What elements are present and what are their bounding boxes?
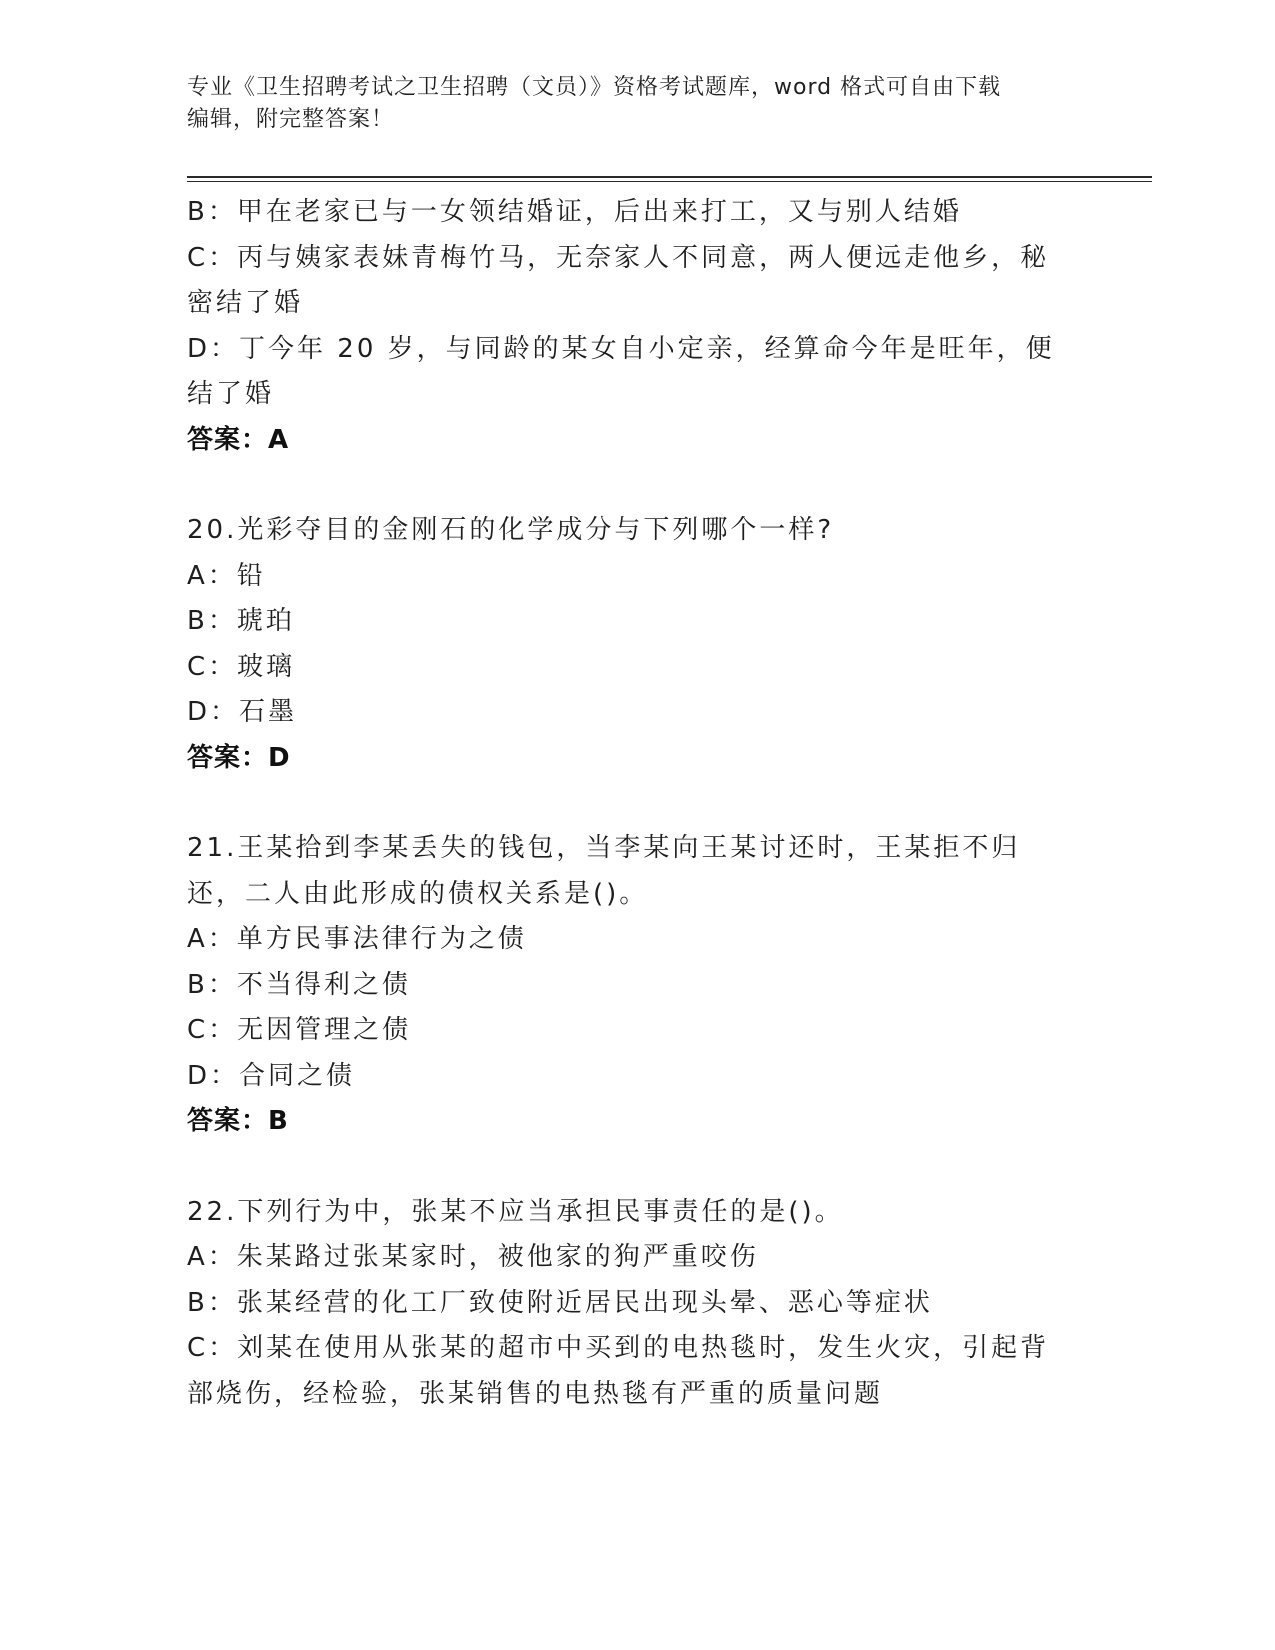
option-a: A：铅 [187, 560, 266, 591]
question-20 [187, 508, 1087, 781]
option-b: B：甲在老家已与一女领结婚证，后出来打工，又与别人结婚 [187, 197, 962, 227]
document-header [187, 72, 1067, 136]
spacer [187, 463, 1087, 508]
answer-label: 答案：D [187, 742, 291, 773]
option-d: D：合同之债 [187, 1060, 356, 1091]
option-b: B：张某经营的化工厂致使附近居民出现头晕、恶心等症状 [187, 1287, 933, 1318]
answer-label: 答案：A [187, 424, 290, 455]
option-b: B：琥珀 [187, 606, 295, 636]
question-stem: 22.下列行为中，张某不应当承担民事责任的是()。 [187, 1196, 844, 1227]
header-rule-thick [187, 176, 1152, 178]
question-stem: 21.王某拾到李某丢失的钱包，当李某向王某讨还时，王某拒不归还，二人由此形成的债权关系是()。 [187, 833, 1021, 909]
answer-label: 答案：B [187, 1106, 289, 1136]
header-line-2: 编辑，附完整答案！ [187, 107, 395, 132]
option-a: A：单方民事法律行为之债 [187, 924, 527, 954]
option-c: C：丙与姨家表妹青梅竹马，无奈家人不同意，两人便远走他乡，秘密结了婚 [187, 242, 1050, 318]
option-d: D：丁今年 20 岁，与同龄的某女自小定亲，经算命今年是旺年，便结了婚 [187, 333, 1055, 409]
option-a: A：朱某路过张某家时，被他家的狗严重咬伤 [187, 1242, 759, 1272]
option-c: C：玻璃 [187, 651, 296, 682]
question-21 [187, 826, 1087, 1145]
question-stem: 20.光彩夺目的金刚石的化学成分与下列哪个一样? [187, 515, 835, 545]
option-b: B：不当得利之债 [187, 969, 411, 1000]
option-c: C：无因管理之债 [187, 1015, 412, 1045]
header-rule-thin [187, 181, 1152, 182]
option-d: D：石墨 [187, 697, 298, 727]
option-c: C：刘某在使用从张某的超市中买到的电热毯时，发生火灾，引起背部烧伤，经检验，张某销售的电热毯有严重的质量问题 [187, 1333, 1050, 1409]
spacer [187, 781, 1087, 826]
spacer [187, 1145, 1087, 1190]
question-19-continued [187, 190, 1087, 463]
question-content [187, 190, 1087, 1417]
question-22 [187, 1190, 1087, 1418]
header-line-1: 专业《卫生招聘考试之卫生招聘（文员）》资格考试题库，word 格式可自由下载 [187, 75, 1002, 100]
